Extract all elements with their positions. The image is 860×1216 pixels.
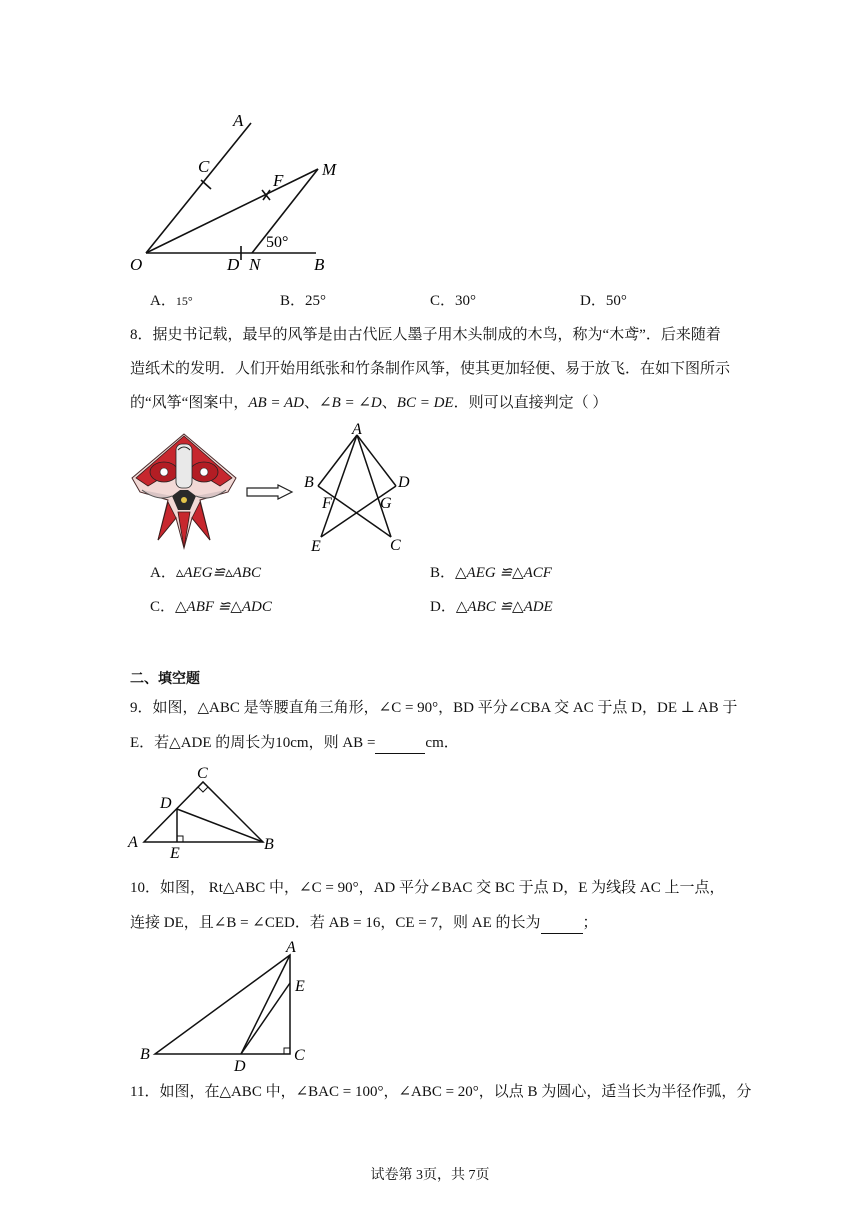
label-d: D xyxy=(227,255,240,274)
label-a: A xyxy=(352,421,362,438)
q8-option-c: C．△ABF ≌△ADC xyxy=(150,599,272,615)
q8-option-b: B．△AEG ≌△ACF xyxy=(430,565,552,581)
q10-line-1: 10．如图， Rt△ABC 中，∠C = 90°，AD 平分∠BAC 交 BC 于点 D，E 为线段 AC 上一点， xyxy=(130,880,725,896)
q8-line-1: 8．据史书记载，最早的风筝是由古代匠人墨子用木头制成的木鸟，称为“木鸢”．后来随着 xyxy=(130,327,721,343)
tick-c xyxy=(201,180,211,189)
q7-option-a: A．15° xyxy=(150,293,193,309)
kite-image xyxy=(128,430,240,550)
label-d: D xyxy=(234,1058,246,1075)
q7-option-b: B．25° xyxy=(280,293,327,309)
label-c: C xyxy=(197,765,208,782)
label-e: E xyxy=(311,538,321,555)
page-footer: 试卷第 3页，共 7页 xyxy=(370,1168,490,1183)
q9-line-1: 9．如图，△ABC 是等腰直角三角形，∠C = 90°，BD 平分∠CBA 交 AC 于点 D，DE ⊥ AB 于 xyxy=(130,700,738,716)
label-f: F xyxy=(322,495,332,512)
label-c: C xyxy=(198,157,210,176)
label-c: C xyxy=(390,537,401,554)
label-b: B xyxy=(140,1046,150,1063)
label-d: D xyxy=(160,795,172,812)
section-title: 二、填空题 xyxy=(130,671,200,687)
arrow-icon xyxy=(246,484,294,500)
q8-option-a: A．▵AEG≌▵ABC xyxy=(150,565,261,581)
angle-50-label: 50° xyxy=(266,234,289,251)
answer-blank xyxy=(541,913,583,934)
label-d: D xyxy=(398,474,410,491)
label-b: B xyxy=(304,474,314,491)
q10-figure xyxy=(135,935,315,1075)
segment-om xyxy=(146,169,318,253)
q9-line-2: E．若△ADE 的周长为10cm，则 AB = cm． xyxy=(130,733,459,754)
q8-line-2: 造纸术的发明．人们开始用纸张和竹条制作风筝，使其更加轻便、易于放飞．在如下图所示 xyxy=(130,361,731,377)
q7-figure xyxy=(125,105,355,280)
q8-figure xyxy=(300,418,420,556)
label-o: O xyxy=(130,255,143,274)
q11-line-1: 11．如图，在△ABC 中，∠BAC = 100°，∠ABC = 20°，以点 B 为圆心，适当长为半径作弧，分 xyxy=(130,1084,752,1100)
label-a: A xyxy=(286,939,296,956)
label-c: C xyxy=(294,1047,305,1064)
label-n: N xyxy=(249,255,261,274)
label-f: F xyxy=(273,171,284,190)
q7-option-d: D．50° xyxy=(580,293,627,309)
q9-figure xyxy=(125,762,285,862)
q7-option-c: C．30° xyxy=(430,293,477,309)
label-e: E xyxy=(295,978,305,995)
label-a: A xyxy=(128,834,138,851)
ray-oa xyxy=(146,123,251,253)
q8-line-3: 的“风筝“图案中，AB = AD、∠B = ∠D、BC = DE．则可以直接判定（ ） xyxy=(130,395,608,411)
q10-line-2: 连接 DE，且∠B = ∠CED．若 AB = 16，CE = 7，则 AE 的长为 ； xyxy=(130,913,598,934)
q8-option-d: D．△ABC ≌△ADE xyxy=(430,599,553,615)
label-m: M xyxy=(322,160,337,179)
label-b: B xyxy=(314,255,325,274)
answer-blank xyxy=(375,733,425,754)
label-a: A xyxy=(233,111,244,130)
label-b: B xyxy=(264,836,274,853)
label-e: E xyxy=(170,845,180,862)
label-g: G xyxy=(380,495,392,512)
